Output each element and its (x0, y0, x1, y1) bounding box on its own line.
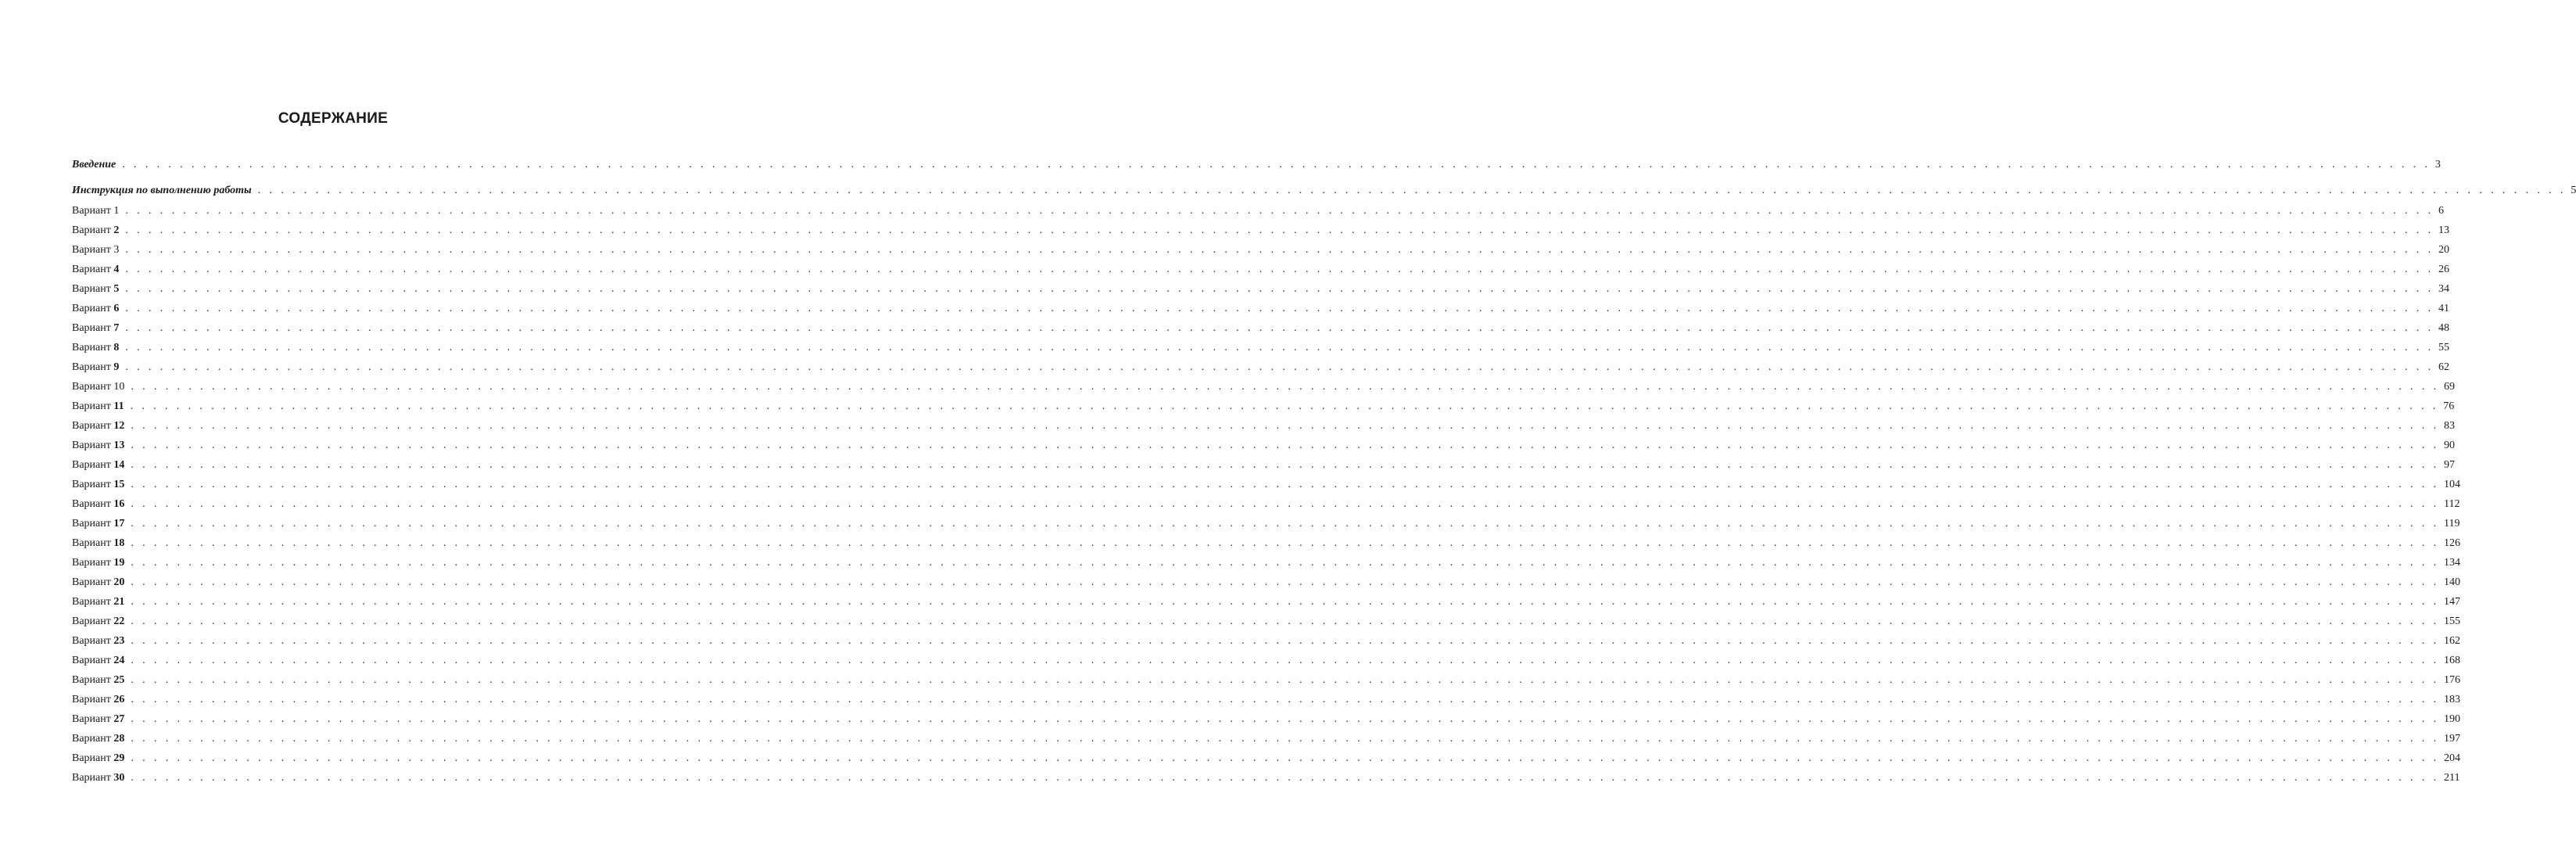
toc-entry-title: Вариант (72, 459, 111, 471)
toc-entry-number: 17 (113, 518, 125, 529)
toc-entry-title: Вариант (72, 518, 111, 529)
dot-leader: . . . . . . . . . . . . . . . . . . . . . . . . . . . . . . . . . . . . . . . . . . . . . . . . . . . . . . . . . . . . . . . . . . . . . . . . . . . . . . . . . . . . . . . . . . . . . . . . . . . . . . . . . . . . . . . . . . . . . . . . . . . . . . . . . . . . . . . . . . . . . . . . . . . . . . . . . . . . . . . . . . . . . . . . . . . . . . . . . . . . . . . . . . . . . . . . . . . . . . . . (131, 381, 2439, 393)
toc-entry[interactable] (72, 182, 2576, 199)
toc-entry-page: 155 (2443, 616, 2460, 627)
toc-entry-page: 41 (2438, 303, 2449, 314)
toc-entry-page: 183 (2443, 694, 2460, 705)
toc-entry[interactable] (72, 242, 2449, 259)
toc-entry-label (72, 300, 119, 318)
toc-entry-title: Вариант (72, 264, 111, 275)
toc-entry-number: 23 (113, 635, 125, 647)
toc-entry-title: Вариант (72, 733, 111, 745)
dot-leader: . . . . . . . . . . . . . . . . . . . . . . . . . . . . . . . . . . . . . . . . . . . . . . . . . . . . . . . . . . . . . . . . . . . . . . . . . . . . . . . . . . . . . . . . . . . . . . . . . . . . . . . . . . . . . . . . . . . . . . . . . . . . . . . . . . . . . . . . . . . . . . . . . . . . . . . . . . . . . . . . . . . . . . . . . . . . . . . . . . . . . . . . . . . . . . . . . . . . . . . . (131, 616, 2439, 627)
toc-entry-title: Вариант (72, 420, 111, 432)
toc-entry-number: 28 (113, 733, 125, 745)
toc-entry[interactable] (72, 281, 2449, 298)
toc-entry[interactable] (72, 555, 2460, 572)
toc-entry[interactable] (72, 496, 2460, 513)
toc-entry-title: Вариант (72, 498, 111, 510)
toc-entry-label (72, 359, 119, 376)
toc-entry-title: Вариант (72, 342, 111, 354)
toc-entry-title: Вариант (72, 635, 111, 647)
toc-entry-title: Вариант (72, 400, 111, 412)
toc-entry-number: 30 (113, 772, 125, 784)
toc-entry[interactable] (72, 515, 2460, 533)
toc-entry-page: 62 (2438, 361, 2449, 373)
dot-leader: . . . . . . . . . . . . . . . . . . . . . . . . . . . . . . . . . . . . . . . . . . . . . . . . . . . . . . . . . . . . . . . . . . . . . . . . . . . . . . . . . . . . . . . . . . . . . . . . . . . . . . . . . . . . . . . . . . . . . . . . . . . . . . . . . . . . . . . . . . . . . . . . . . . . . . . . . . . . . . . . . . . . . . . . . . . . . . . . . . . . . . . . . . . . . . . . . . . . . . . . (125, 303, 2434, 314)
toc-entry-number: 29 (113, 752, 125, 764)
dot-leader: . . . . . . . . . . . . . . . . . . . . . . . . . . . . . . . . . . . . . . . . . . . . . . . . . . . . . . . . . . . . . . . . . . . . . . . . . . . . . . . . . . . . . . . . . . . . . . . . . . . . . . . . . . . . . . . . . . . . . . . . . . . . . . . . . . . . . . . . . . . . . . . . . . . . . . . . . . . . . . . . . . . . . . . . . . . . . . . . . . . . . . . . . . . . . . . . . . . . . . . . (125, 322, 2434, 334)
dot-leader: . . . . . . . . . . . . . . . . . . . . . . . . . . . . . . . . . . . . . . . . . . . . . . . . . . . . . . . . . . . . . . . . . . . . . . . . . . . . . . . . . . . . . . . . . . . . . . . . . . . . . . . . . . . . . . . . . . . . . . . . . . . . . . . . . . . . . . . . . . . . . . . . . . . . . . . . . . . . . . . . . . . . . . . . . . . . . . . . . . . . . . . . . . . . . . . . . . . . . . . . (131, 674, 2439, 686)
toc-entry-label (72, 476, 124, 494)
toc-entry-page: 5 (2571, 185, 2576, 196)
toc-entry[interactable] (72, 613, 2460, 630)
toc-entry-page: 55 (2438, 342, 2449, 354)
toc-entry-label (72, 203, 119, 220)
toc-entry-number: 8 (113, 342, 120, 354)
toc-entry[interactable] (72, 672, 2460, 689)
dot-leader: . . . . . . . . . . . . . . . . . . . . . . . . . . . . . . . . . . . . . . . . . . . . . . . . . . . . . . . . . . . . . . . . . . . . . . . . . . . . . . . . . . . . . . . . . . . . . . . . . . . . . . . . . . . . . . . . . . . . . . . . . . . . . . . . . . . . . . . . . . . . . . . . . . . . . . . . . . . . . . . . . . . . . . . . . . . . . . . . . . . . . . . . . . . . . . . . . . . . . . . . (257, 185, 2567, 196)
toc-entry[interactable] (72, 476, 2460, 494)
toc-entry[interactable] (72, 711, 2460, 728)
toc-entry-page: 147 (2443, 596, 2460, 608)
toc-entry-number: 24 (113, 655, 125, 666)
toc-entry-page: 13 (2438, 224, 2449, 236)
toc-entry-title: Вариант (72, 576, 111, 588)
toc-entry-number: 21 (113, 596, 125, 608)
toc-entry-label (72, 156, 116, 174)
toc-entry-label (72, 398, 124, 415)
dot-leader: . . . . . . . . . . . . . . . . . . . . . . . . . . . . . . . . . . . . . . . . . . . . . . . . . . . . . . . . . . . . . . . . . . . . . . . . . . . . . . . . . . . . . . . . . . . . . . . . . . . . . . . . . . . . . . . . . . . . . . . . . . . . . . . . . . . . . . . . . . . . . . . . . . . . . . . . . . . . . . . . . . . . . . . . . . . . . . . . . . . . . . . . . . . . . . . . . . . . . . . . (125, 342, 2434, 354)
toc-entry-page: 211 (2443, 772, 2460, 784)
dot-leader: . . . . . . . . . . . . . . . . . . . . . . . . . . . . . . . . . . . . . . . . . . . . . . . . . . . . . . . . . . . . . . . . . . . . . . . . . . . . . . . . . . . . . . . . . . . . . . . . . . . . . . . . . . . . . . . . . . . . . . . . . . . . . . . . . . . . . . . . . . . . . . . . . . . . . . . . . . . . . . . . . . . . . . . . . . . . . . . . . . . . . . . . . . . . . . . . . . . . . . . . (131, 713, 2439, 725)
toc-entry-label (72, 242, 119, 259)
toc-entry[interactable] (72, 574, 2460, 591)
toc-entry-label (72, 320, 119, 337)
toc-entry-label (72, 711, 124, 728)
toc-entry-number: 5 (113, 283, 120, 295)
toc-entry-page: 176 (2443, 674, 2460, 686)
dot-leader: . . . . . . . . . . . . . . . . . . . . . . . . . . . . . . . . . . . . . . . . . . . . . . . . . . . . . . . . . . . . . . . . . . . . . . . . . . . . . . . . . . . . . . . . . . . . . . . . . . . . . . . . . . . . . . . . . . . . . . . . . . . . . . . . . . . . . . . . . . . . . . . . . . . . . . . . . . . . . . . . . . . . . . . . . . . . . . . . . . . . . . . . . . . . . . . . . . . . . . . . (125, 283, 2434, 295)
toc-entry-title: Вариант (72, 713, 111, 725)
toc-entry-title: Вариант (72, 479, 111, 490)
toc-entry-number: 3 (113, 244, 120, 256)
toc-entry-label (72, 555, 124, 572)
toc-entry-page: 162 (2443, 635, 2460, 647)
toc-entry[interactable] (72, 339, 2449, 357)
toc-entry-number: 18 (113, 537, 125, 549)
toc-entry-number: 25 (113, 674, 125, 686)
toc-entry-title: Вариант (72, 303, 111, 314)
toc-entry-title: Вариант (72, 244, 111, 256)
page-title: СОДЕРЖАНИЕ (278, 110, 389, 127)
toc-entry-number: 2 (113, 224, 120, 236)
toc-entry-label (72, 515, 124, 533)
dot-leader: . . . . . . . . . . . . . . . . . . . . . . . . . . . . . . . . . . . . . . . . . . . . . . . . . . . . . . . . . . . . . . . . . . . . . . . . . . . . . . . . . . . . . . . . . . . . . . . . . . . . . . . . . . . . . . . . . . . . . . . . . . . . . . . . . . . . . . . . . . . . . . . . . . . . . . . . . . . . . . . . . . . . . . . . . . . . . . . . . . . . . . . . . . . . . . . . . . . . . . . . (131, 576, 2439, 588)
toc-entry-title: Вариант (72, 283, 111, 295)
toc-entry-title: Вариант (72, 361, 111, 373)
toc-entry-number: 9 (113, 361, 120, 373)
toc-entry-title: Инструкция по выполнению работы (72, 185, 252, 196)
toc-entry[interactable] (72, 535, 2460, 552)
toc-entry-number: 20 (113, 576, 125, 588)
dot-leader: . . . . . . . . . . . . . . . . . . . . . . . . . . . . . . . . . . . . . . . . . . . . . . . . . . . . . . . . . . . . . . . . . . . . . . . . . . . . . . . . . . . . . . . . . . . . . . . . . . . . . . . . . . . . . . . . . . . . . . . . . . . . . . . . . . . . . . . . . . . . . . . . . . . . . . . . . . . . . . . . . . . . . . . . . . . . . . . . . . . . . . . . . . . . . . . . . . . . . . . . (131, 420, 2439, 432)
toc-entry[interactable] (72, 222, 2449, 239)
dot-leader: . . . . . . . . . . . . . . . . . . . . . . . . . . . . . . . . . . . . . . . . . . . . . . . . . . . . . . . . . . . . . . . . . . . . . . . . . . . . . . . . . . . . . . . . . . . . . . . . . . . . . . . . . . . . . . . . . . . . . . . . . . . . . . . . . . . . . . . . . . . . . . . . . . . . . . . . . . . . . . . . . . . . . . . . . . . . . . . . . . . . . . . . . . . . . . . . . . . . . . . . (125, 224, 2434, 236)
dot-leader: . . . . . . . . . . . . . . . . . . . . . . . . . . . . . . . . . . . . . . . . . . . . . . . . . . . . . . . . . . . . . . . . . . . . . . . . . . . . . . . . . . . . . . . . . . . . . . . . . . . . . . . . . . . . . . . . . . . . . . . . . . . . . . . . . . . . . . . . . . . . . . . . . . . . . . . . . . . . . . . . . . . . . . . . . . . . . . . . . . . . . . . . . . . . . . . . . . . . . . . . (131, 537, 2439, 549)
dot-leader: . . . . . . . . . . . . . . . . . . . . . . . . . . . . . . . . . . . . . . . . . . . . . . . . . . . . . . . . . . . . . . . . . . . . . . . . . . . . . . . . . . . . . . . . . . . . . . . . . . . . . . . . . . . . . . . . . . . . . . . . . . . . . . . . . . . . . . . . . . . . . . . . . . . . . . . . . . . . . . . . . . . . . . . . . . . . . . . . . . . . . . . . . . . . . . . . . . . . . . . . (131, 479, 2439, 490)
toc-entry-label (72, 182, 252, 199)
toc-entry-page: 69 (2443, 381, 2455, 393)
dot-leader: . . . . . . . . . . . . . . . . . . . . . . . . . . . . . . . . . . . . . . . . . . . . . . . . . . . . . . . . . . . . . . . . . . . . . . . . . . . . . . . . . . . . . . . . . . . . . . . . . . . . . . . . . . . . . . . . . . . . . . . . . . . . . . . . . . . . . . . . . . . . . . . . . . . . . . . . . . . . . . . . . . . . . . . . . . . . . . . . . . . . . . . . . . . . . . . . . . . . . . . . (125, 244, 2434, 256)
dot-leader: . . . . . . . . . . . . . . . . . . . . . . . . . . . . . . . . . . . . . . . . . . . . . . . . . . . . . . . . . . . . . . . . . . . . . . . . . . . . . . . . . . . . . . . . . . . . . . . . . . . . . . . . . . . . . . . . . . . . . . . . . . . . . . . . . . . . . . . . . . . . . . . . . . . . . . . . . . . . . . . . . . . . . . . . . . . . . . . . . . . . . . . . . . . . . . . . . . . . . . . . (131, 694, 2439, 705)
toc-entry-title: Вариант (72, 694, 111, 705)
toc-entry-page: 6 (2438, 205, 2444, 217)
toc-entry-label (72, 652, 124, 669)
toc-entry-title: Вариант (72, 557, 111, 569)
toc-entry[interactable] (72, 320, 2449, 337)
toc-entry-page: 3 (2434, 159, 2441, 170)
toc-entry-label (72, 261, 119, 278)
toc-entry-page: 140 (2443, 576, 2460, 588)
toc-entry-number: 7 (113, 322, 120, 334)
toc-entry-number: 22 (113, 616, 125, 627)
toc-entry[interactable] (72, 261, 2449, 278)
toc-entry-label (72, 574, 124, 591)
toc-entry-page: 134 (2443, 557, 2460, 569)
dot-leader: . . . . . . . . . . . . . . . . . . . . . . . . . . . . . . . . . . . . . . . . . . . . . . . . . . . . . . . . . . . . . . . . . . . . . . . . . . . . . . . . . . . . . . . . . . . . . . . . . . . . . . . . . . . . . . . . . . . . . . . . . . . . . . . . . . . . . . . . . . . . . . . . . . . . . . . . . . . . . . . . . . . . . . . . . . . . . . . . . . . . . . . . . . . . . . . . . . . . . . . . (131, 655, 2439, 666)
toc-entry[interactable] (72, 750, 2460, 767)
toc-entry-title: Вариант (72, 772, 111, 784)
toc-entry-label (72, 339, 119, 357)
toc-entry-title: Вариант (72, 655, 111, 666)
toc-entry-title: Вариант (72, 616, 111, 627)
toc-entry-page: 197 (2443, 733, 2460, 745)
dot-leader: . . . . . . . . . . . . . . . . . . . . . . . . . . . . . . . . . . . . . . . . . . . . . . . . . . . . . . . . . . . . . . . . . . . . . . . . . . . . . . . . . . . . . . . . . . . . . . . . . . . . . . . . . . . . . . . . . . . . . . . . . . . . . . . . . . . . . . . . . . . . . . . . . . . . . . . . . . . . . . . . . . . . . . . . . . . . . . . . . . . . . . . . . . . . . . . . . . . . . . . . (131, 440, 2439, 451)
dot-leader: . . . . . . . . . . . . . . . . . . . . . . . . . . . . . . . . . . . . . . . . . . . . . . . . . . . . . . . . . . . . . . . . . . . . . . . . . . . . . . . . . . . . . . . . . . . . . . . . . . . . . . . . . . . . . . . . . . . . . . . . . . . . . . . . . . . . . . . . . . . . . . . . . . . . . . . . . . . . . . . . . . . . . . . . . . . . . . . . . . . . . . . . . . . . . . . . . . . . . . . . (131, 518, 2439, 529)
dot-leader: . . . . . . . . . . . . . . . . . . . . . . . . . . . . . . . . . . . . . . . . . . . . . . . . . . . . . . . . . . . . . . . . . . . . . . . . . . . . . . . . . . . . . . . . . . . . . . . . . . . . . . . . . . . . . . . . . . . . . . . . . . . . . . . . . . . . . . . . . . . . . . . . . . . . . . . . . . . . . . . . . . . . . . . . . . . . . . . . . . . . . . . . . . . . . . . . . . . . . . . . (122, 159, 2431, 170)
toc-entry-title: Вариант (72, 322, 111, 334)
toc-entry-label (72, 691, 124, 709)
toc-entry-label (72, 457, 124, 474)
toc-entry-page: 20 (2438, 244, 2449, 256)
toc-entry-label (72, 594, 124, 611)
dot-leader: . . . . . . . . . . . . . . . . . . . . . . . . . . . . . . . . . . . . . . . . . . . . . . . . . . . . . . . . . . . . . . . . . . . . . . . . . . . . . . . . . . . . . . . . . . . . . . . . . . . . . . . . . . . . . . . . . . . . . . . . . . . . . . . . . . . . . . . . . . . . . . . . . . . . . . . . . . . . . . . . . . . . . . . . . . . . . . . . . . . . . . . . . . . . . . . . . . . . . . . . (131, 772, 2439, 784)
toc-entry[interactable] (72, 379, 2455, 396)
toc-entry[interactable] (72, 203, 2444, 220)
toc-entry[interactable] (72, 300, 2449, 318)
toc-entry[interactable] (72, 359, 2449, 376)
toc-entry-number: 6 (113, 303, 120, 314)
dot-leader: . . . . . . . . . . . . . . . . . . . . . . . . . . . . . . . . . . . . . . . . . . . . . . . . . . . . . . . . . . . . . . . . . . . . . . . . . . . . . . . . . . . . . . . . . . . . . . . . . . . . . . . . . . . . . . . . . . . . . . . . . . . . . . . . . . . . . . . . . . . . . . . . . . . . . . . . . . . . . . . . . . . . . . . . . . . . . . . . . . . . . . . . . . . . . . . . . . . . . . . . (131, 557, 2439, 569)
toc-entry[interactable] (72, 770, 2460, 787)
toc-entry-number: 4 (113, 264, 120, 275)
toc-entry-number: 14 (113, 459, 125, 471)
toc-entry-title: Вариант (72, 381, 111, 393)
toc-entry[interactable] (72, 730, 2460, 748)
toc-entry-page: 168 (2443, 655, 2460, 666)
toc-entry[interactable] (72, 398, 2455, 415)
toc-entry-label (72, 222, 119, 239)
toc-entry-label (72, 281, 119, 298)
toc-entry-number: 19 (113, 557, 125, 569)
dot-leader: . . . . . . . . . . . . . . . . . . . . . . . . . . . . . . . . . . . . . . . . . . . . . . . . . . . . . . . . . . . . . . . . . . . . . . . . . . . . . . . . . . . . . . . . . . . . . . . . . . . . . . . . . . . . . . . . . . . . . . . . . . . . . . . . . . . . . . . . . . . . . . . . . . . . . . . . . . . . . . . . . . . . . . . . . . . . . . . . . . . . . . . . . . . . . . . . . . . . . . . . (131, 752, 2439, 764)
toc-entry-label (72, 437, 124, 454)
toc-entry-label (72, 730, 124, 748)
toc-entry-page: 76 (2443, 400, 2455, 412)
toc-entry-number: 12 (113, 420, 125, 432)
dot-leader: . . . . . . . . . . . . . . . . . . . . . . . . . . . . . . . . . . . . . . . . . . . . . . . . . . . . . . . . . . . . . . . . . . . . . . . . . . . . . . . . . . . . . . . . . . . . . . . . . . . . . . . . . . . . . . . . . . . . . . . . . . . . . . . . . . . . . . . . . . . . . . . . . . . . . . . . . . . . . . . . . . . . . . . . . . . . . . . . . . . . . . . . . . . . . . . . . . . . . . . . (131, 733, 2439, 745)
toc-entry-page: 204 (2443, 752, 2460, 764)
toc-entry-label (72, 379, 124, 396)
toc-entry-page: 104 (2443, 479, 2460, 490)
toc-entry-page: 34 (2438, 283, 2449, 295)
toc-entry-title: Вариант (72, 596, 111, 608)
toc-entry-number: 27 (113, 713, 125, 725)
toc-entry-number: 13 (113, 440, 125, 451)
toc-entry-page: 97 (2443, 459, 2455, 471)
toc-entry-page: 112 (2443, 498, 2460, 510)
toc-entry-page: 126 (2443, 537, 2460, 549)
toc-entry-number: 11 (113, 400, 124, 412)
toc-entry-number: 26 (113, 694, 125, 705)
toc-entry[interactable] (72, 594, 2460, 611)
toc-entry-title: Вариант (72, 205, 111, 217)
toc-entry[interactable] (72, 418, 2455, 435)
toc-entry[interactable] (72, 691, 2460, 709)
toc-entry-label (72, 750, 124, 767)
toc-entry-label (72, 418, 124, 435)
toc-entry-title: Вариант (72, 674, 111, 686)
toc-entry-label (72, 633, 124, 650)
toc-entry[interactable] (72, 437, 2455, 454)
toc-entry-label (72, 535, 124, 552)
toc-entry-title: Вариант (72, 752, 111, 764)
toc-entry-number: 15 (113, 479, 125, 490)
toc-entry-label (72, 672, 124, 689)
dot-leader: . . . . . . . . . . . . . . . . . . . . . . . . . . . . . . . . . . . . . . . . . . . . . . . . . . . . . . . . . . . . . . . . . . . . . . . . . . . . . . . . . . . . . . . . . . . . . . . . . . . . . . . . . . . . . . . . . . . . . . . . . . . . . . . . . . . . . . . . . . . . . . . . . . . . . . . . . . . . . . . . . . . . . . . . . . . . . . . . . . . . . . . . . . . . . . . . . . . . . . . . (125, 264, 2434, 275)
toc-entry-number: 1 (113, 205, 120, 217)
toc-entry[interactable] (72, 652, 2460, 669)
toc-entry-page: 90 (2443, 440, 2455, 451)
dot-leader: . . . . . . . . . . . . . . . . . . . . . . . . . . . . . . . . . . . . . . . . . . . . . . . . . . . . . . . . . . . . . . . . . . . . . . . . . . . . . . . . . . . . . . . . . . . . . . . . . . . . . . . . . . . . . . . . . . . . . . . . . . . . . . . . . . . . . . . . . . . . . . . . . . . . . . . . . . . . . . . . . . . . . . . . . . . . . . . . . . . . . . . . . . . . . . . . . . . . . . . . (125, 361, 2434, 373)
toc-entry-label (72, 770, 124, 787)
toc-entry-page: 190 (2443, 713, 2460, 725)
toc-entry-title: Вариант (72, 224, 111, 236)
dot-leader: . . . . . . . . . . . . . . . . . . . . . . . . . . . . . . . . . . . . . . . . . . . . . . . . . . . . . . . . . . . . . . . . . . . . . . . . . . . . . . . . . . . . . . . . . . . . . . . . . . . . . . . . . . . . . . . . . . . . . . . . . . . . . . . . . . . . . . . . . . . . . . . . . . . . . . . . . . . . . . . . . . . . . . . . . . . . . . . . . . . . . . . . . . . . . . . . . . . . . . . . (130, 400, 2439, 412)
dot-leader: . . . . . . . . . . . . . . . . . . . . . . . . . . . . . . . . . . . . . . . . . . . . . . . . . . . . . . . . . . . . . . . . . . . . . . . . . . . . . . . . . . . . . . . . . . . . . . . . . . . . . . . . . . . . . . . . . . . . . . . . . . . . . . . . . . . . . . . . . . . . . . . . . . . . . . . . . . . . . . . . . . . . . . . . . . . . . . . . . . . . . . . . . . . . . . . . . . . . . . . . (131, 596, 2439, 608)
toc-entry[interactable] (72, 156, 2441, 174)
dot-leader: . . . . . . . . . . . . . . . . . . . . . . . . . . . . . . . . . . . . . . . . . . . . . . . . . . . . . . . . . . . . . . . . . . . . . . . . . . . . . . . . . . . . . . . . . . . . . . . . . . . . . . . . . . . . . . . . . . . . . . . . . . . . . . . . . . . . . . . . . . . . . . . . . . . . . . . . . . . . . . . . . . . . . . . . . . . . . . . . . . . . . . . . . . . . . . . . . . . . . . . . (131, 459, 2439, 471)
toc-entry-title: Введение (72, 159, 116, 170)
toc-entry-title: Вариант (72, 537, 111, 549)
dot-leader: . . . . . . . . . . . . . . . . . . . . . . . . . . . . . . . . . . . . . . . . . . . . . . . . . . . . . . . . . . . . . . . . . . . . . . . . . . . . . . . . . . . . . . . . . . . . . . . . . . . . . . . . . . . . . . . . . . . . . . . . . . . . . . . . . . . . . . . . . . . . . . . . . . . . . . . . . . . . . . . . . . . . . . . . . . . . . . . . . . . . . . . . . . . . . . . . . . . . . . . . (125, 205, 2434, 217)
dot-leader: . . . . . . . . . . . . . . . . . . . . . . . . . . . . . . . . . . . . . . . . . . . . . . . . . . . . . . . . . . . . . . . . . . . . . . . . . . . . . . . . . . . . . . . . . . . . . . . . . . . . . . . . . . . . . . . . . . . . . . . . . . . . . . . . . . . . . . . . . . . . . . . . . . . . . . . . . . . . . . . . . . . . . . . . . . . . . . . . . . . . . . . . . . . . . . . . . . . . . . . . (131, 498, 2439, 510)
dot-leader: . . . . . . . . . . . . . . . . . . . . . . . . . . . . . . . . . . . . . . . . . . . . . . . . . . . . . . . . . . . . . . . . . . . . . . . . . . . . . . . . . . . . . . . . . . . . . . . . . . . . . . . . . . . . . . . . . . . . . . . . . . . . . . . . . . . . . . . . . . . . . . . . . . . . . . . . . . . . . . . . . . . . . . . . . . . . . . . . . . . . . . . . . . . . . . . . . . . . . . . . (131, 635, 2439, 647)
toc-entry-page: 83 (2443, 420, 2455, 432)
toc-entry-label (72, 613, 124, 630)
toc-entry-label (72, 496, 124, 513)
toc-entry-title: Вариант (72, 440, 111, 451)
toc-entry-number: 16 (113, 498, 125, 510)
toc-entry-page: 26 (2438, 264, 2449, 275)
toc-entry[interactable] (72, 633, 2460, 650)
toc-entry-page: 48 (2438, 322, 2449, 334)
toc-entry-number: 10 (113, 381, 125, 393)
toc-entry[interactable] (72, 457, 2455, 474)
toc-entry-page: 119 (2443, 518, 2460, 529)
